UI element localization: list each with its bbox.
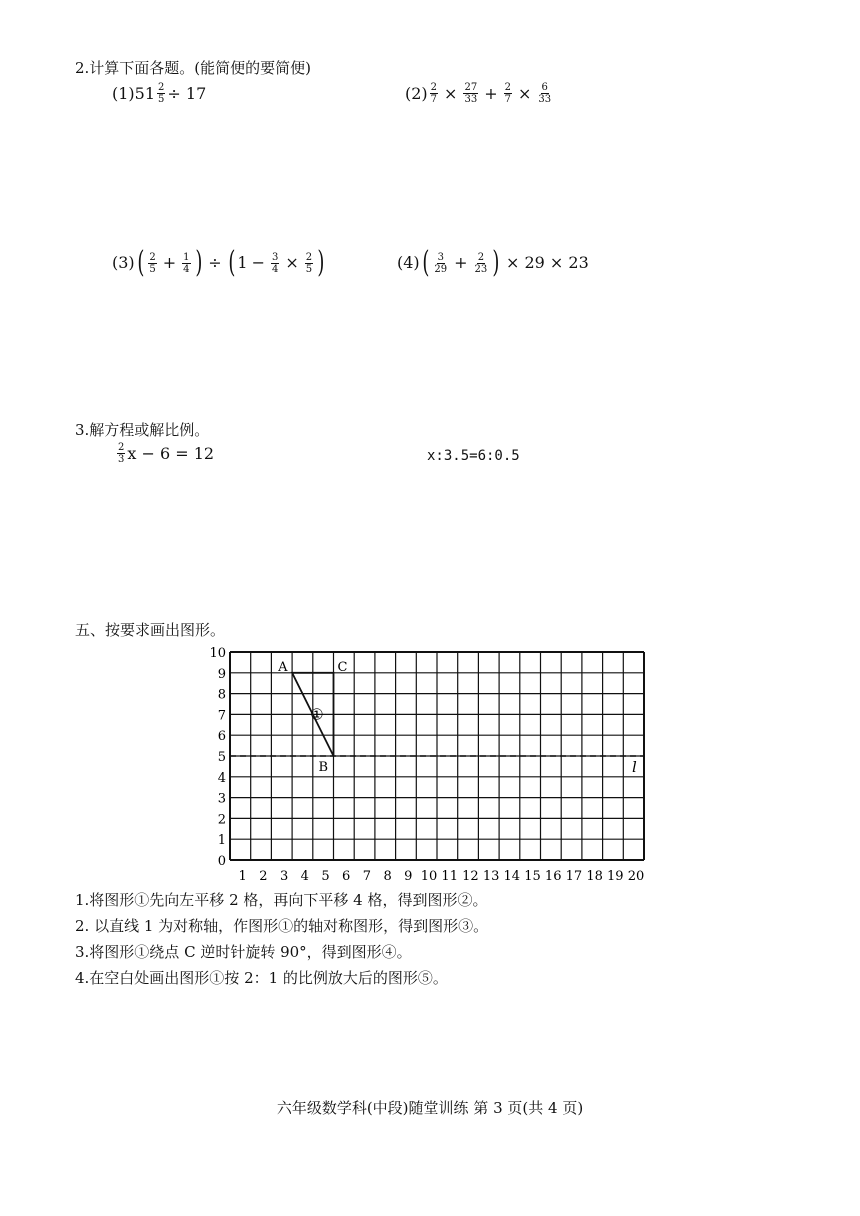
x-tick-label: 2 [259,869,268,884]
operator: + [162,253,177,272]
line-label-l: l [632,758,637,776]
number: 1 [237,253,248,272]
q5-task-4: 4.在空白处画出图形①按 2：1 的比例放大后的图形⑤。 [75,969,448,987]
x-tick-labels [239,869,645,884]
coordinate-grid [205,640,655,885]
mixed-whole: 51 [134,83,156,103]
x-tick-label: 14 [503,869,521,884]
expression-rest: × 29 × 23 [505,253,589,272]
problem-label: (1) [112,83,135,103]
y-tick-label: 0 [217,854,226,869]
problem-label: (4) [397,253,420,272]
y-tick-label: 4 [217,770,226,786]
y-tick-label: 5 [217,750,226,765]
y-tick-label: 1 [217,833,226,849]
y-tick-labels [209,646,226,869]
x-tick-label: 6 [342,869,351,884]
shape-label-1: ① [310,705,324,724]
fraction: $\frac{2}{5}$ [149,251,156,275]
x-tick-label: 19 [607,869,624,884]
page-footer: 六年级数学科(中段)随堂训练 第 3 页(共 4 页) [276,1099,584,1117]
x-tick-label: 9 [404,869,413,884]
operator: + [454,253,468,272]
q2-problem-1 [112,82,206,105]
x-tick-label: 8 [383,869,392,884]
equation-rest: x − 6 = 12 [127,443,215,463]
problem-label: (3) [112,253,135,272]
q2-problem-2 [405,82,554,105]
y-tick-label: 2 [217,812,226,828]
y-tick-label: 7 [217,708,226,724]
x-tick-label: 5 [321,869,330,884]
y-tick-label: 8 [217,687,226,703]
expression-rest: ÷ 17 [167,83,207,103]
operator: × [285,253,299,272]
y-tick-label: 3 [217,791,226,807]
q2-problem-4: (4) ( $\frac{3}{29}$ + $\frac{2}{23}$ ) × 29 × 23 [397,245,589,280]
operator: ÷ [208,253,222,272]
fraction: $\frac{3}{4}$ [271,251,279,275]
operator: × [444,83,458,103]
fraction: $\frac{3}{29}$ [434,251,448,275]
x-tick-label: 13 [482,869,500,884]
x-tick-label: 15 [524,869,541,884]
operator: − [251,253,265,272]
x-tick-label: 10 [420,869,438,884]
x-tick-label: 3 [279,869,289,884]
q5-task-3: 3.将图形①绕点 C 逆时针旋转 90°，得到图形④。 [75,943,412,961]
x-tick-label: 16 [544,869,562,884]
x-tick-label: 11 [441,869,458,884]
y-tick-label: 10 [209,646,226,661]
x-tick-label: 18 [586,869,603,884]
fraction: $\frac{2}{5}$ [305,251,313,275]
fraction: $\frac{2}{23}$ [474,251,488,275]
operator: × [517,83,532,103]
q5-task-2: 2. 以直线 1 为对称轴，作图形①的轴对称图形，得到图形③。 [75,917,489,935]
x-tick-label: 17 [565,869,583,884]
point-label-b: B [318,760,329,775]
x-tick-label: 12 [462,869,479,884]
fraction: $\frac{1}{4}$ [183,251,190,275]
x-tick-label: 7 [362,869,372,884]
q3-heading: 3.解方程或解比例。 [75,421,210,439]
q3-equation-2: x:3.5=6:0.5 [427,448,520,464]
fraction: $\frac{2}{7}$ [504,82,511,105]
fraction: $\frac{2}{5}$ [158,82,165,105]
point-label-a: A [278,659,288,675]
fraction: $\frac{2}{3}$ [118,442,125,465]
y-tick-label: 6 [217,729,226,745]
q5-task-1: 1.将图形①先向左平移 2 格，再向下平移 4 格，得到图形②。 [75,891,488,909]
x-tick-label: 1 [238,869,247,884]
fraction: $\frac{6}{33}$ [538,82,552,105]
problem-label: (2) [405,83,428,103]
fraction: $\frac{27}{33}$ [464,82,478,105]
q3-equation-1 [115,442,214,465]
fraction: $\frac{2}{7}$ [430,82,438,105]
q5-heading: 五、按要求画出图形。 [75,621,226,639]
operator: + [484,83,498,103]
y-tick-label: 9 [217,666,226,682]
q2-problem-3: (3) ( $\frac{2}{5}$ + $\frac{1}{4}$ ) ÷ ( 1 − $\frac{3}{4}$ × $\frac{2}{5}$ ) [112,245,325,280]
x-tick-label: 20 [627,869,645,884]
q2-heading: 2.计算下面各题。(能简便的要简便) [75,59,312,77]
point-label-c: C [337,659,348,675]
x-tick-label: 4 [300,869,309,884]
